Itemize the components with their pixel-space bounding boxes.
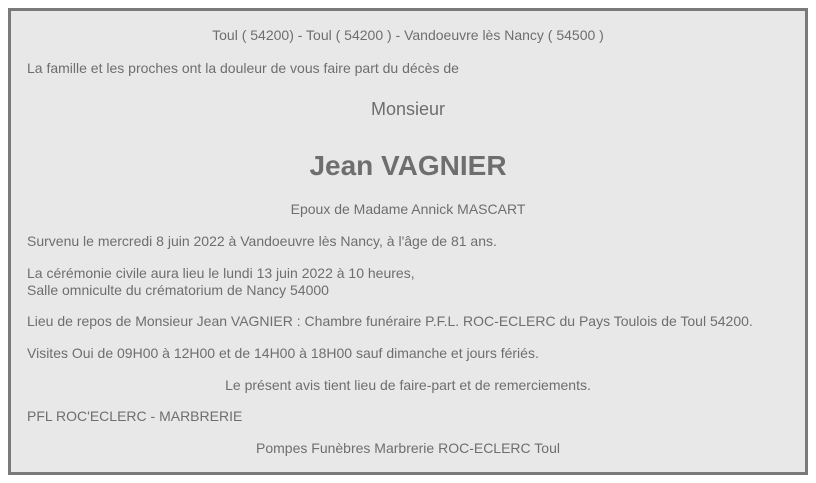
death-info: Survenu le mercredi 8 juin 2022 à Vandoeuvre lès Nancy, à l'âge de 81 ans. xyxy=(27,233,497,249)
remark-line: Le présent avis tient lieu de faire-part et de remerciements. xyxy=(225,377,591,393)
ceremony-line-1: La cérémonie civile aura lieu le lundi 13 juin 2022 à 10 heures, xyxy=(27,265,415,281)
locations-line: Toul ( 54200) - Toul ( 54200 ) - Vandoeuvre lès Nancy ( 54500 ) xyxy=(212,27,604,43)
visits-info: Visites Oui de 09H00 à 12H00 et de 14H00 à 18H00 sauf dimanche et jours fériés. xyxy=(27,345,539,361)
announcement-text: La famille et les proches ont la douleur de vous faire part du décès de xyxy=(27,60,459,76)
obituary-notice xyxy=(8,8,808,475)
rest-place: Lieu de repos de Monsieur Jean VAGNIER : Chambre funéraire P.F.L. ROC-ECLERC du Pays Toulois de Toul 54200. xyxy=(27,313,753,329)
footer-line: Pompes Funèbres Marbrerie ROC-ECLERC Toul xyxy=(256,440,560,456)
ceremony-line-2: Salle omniculte du crématorium de Nancy 54000 xyxy=(27,282,329,298)
honorific: Monsieur xyxy=(370,99,446,119)
deceased-name: Jean VAGNIER xyxy=(309,150,507,181)
company-name: PFL ROC'ECLERC - MARBRERIE xyxy=(27,408,243,424)
spouse-line: Epoux de Madame Annick MASCART xyxy=(290,201,526,217)
